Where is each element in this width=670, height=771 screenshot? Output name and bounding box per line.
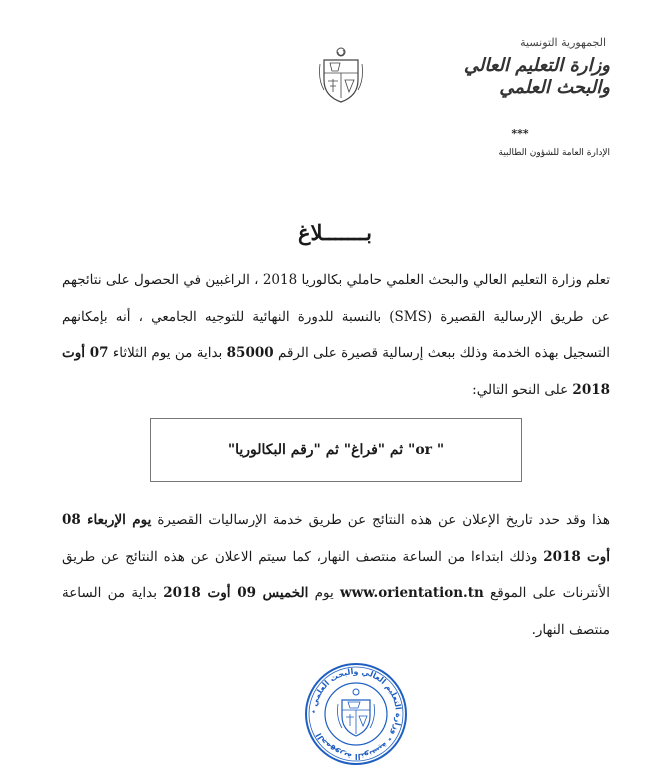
sms-number: 85000 [226,345,274,361]
announcement-paragraph-1 [62,262,610,408]
coat-of-arms-emblem [318,46,364,104]
paragraph2-text-2: وذلك ابتداءا من الساعة منتصف النهار، كما سيتم الاعلان عن هذه النتائج عن طريق الأنترنات على الموقع [62,548,610,601]
department-name: الإدارة العامة للشؤون الطالبية [498,148,610,158]
website-link[interactable]: www.orientation.tn [340,585,484,601]
ministry-name-line2: والبحث العلمي [499,77,610,98]
sms-label: SMS [394,308,427,325]
sms-format-box [150,418,522,482]
paragraph1-text-4: على النحو التالي: [472,381,573,398]
registration-date: 07 أوت 2018 [62,345,610,398]
paragraph2-text-1: هذا وقد حدد تاريخ الإعلان عن هذه النتائج عن طريق خدمة الإرساليات القصيرة [151,512,610,528]
ministry-name-line1: وزارة التعليم العالي [463,55,610,76]
web-results-date: الخميس 09 أوت 2018 [163,585,309,601]
letterhead [460,36,610,158]
paragraph2-text-3: يوم [308,585,340,601]
announcement-paragraph-2 [62,502,610,648]
paragraph1-text-2: ) بالنسبة للدورة النهائية للتوجيه الجامعي ، أنه بإمكانهم التسجيل بهذه الخدمة وذلك ببعث إرسالية قصيرة على الرقم [62,308,610,361]
sms-format-text: " or" ثم "فراغ" ثم "رقم البكالوريا" [227,442,445,458]
paragraph2-text-4: بداية من الساعة منتصف النهار. [62,585,610,638]
notice-title: بـــــــلاغ [298,220,372,245]
official-stamp [304,662,408,766]
separator-stars: *** [511,127,529,140]
republic-label: الجمهورية التونسية [520,36,606,49]
svg-text:الجمهورية التونسية ٭ وزارة الت: الجمهورية التونسية ٭ وزارة التعليم العالي والبحث العلمي ٭ [308,666,404,762]
sms-results-date: يوم الإربعاء 08 أوت 2018 [62,512,610,565]
paragraph1-text-1: تعلم وزارة التعليم العالي والبحث العلمي حاملي بكالوريا 2018 ، الراغبين في الحصول على نتائجهم عن طريق الإرسالية القصيرة ( [61,272,610,325]
paragraph1-text-3: بداية من يوم الثلاثاء [108,345,227,361]
